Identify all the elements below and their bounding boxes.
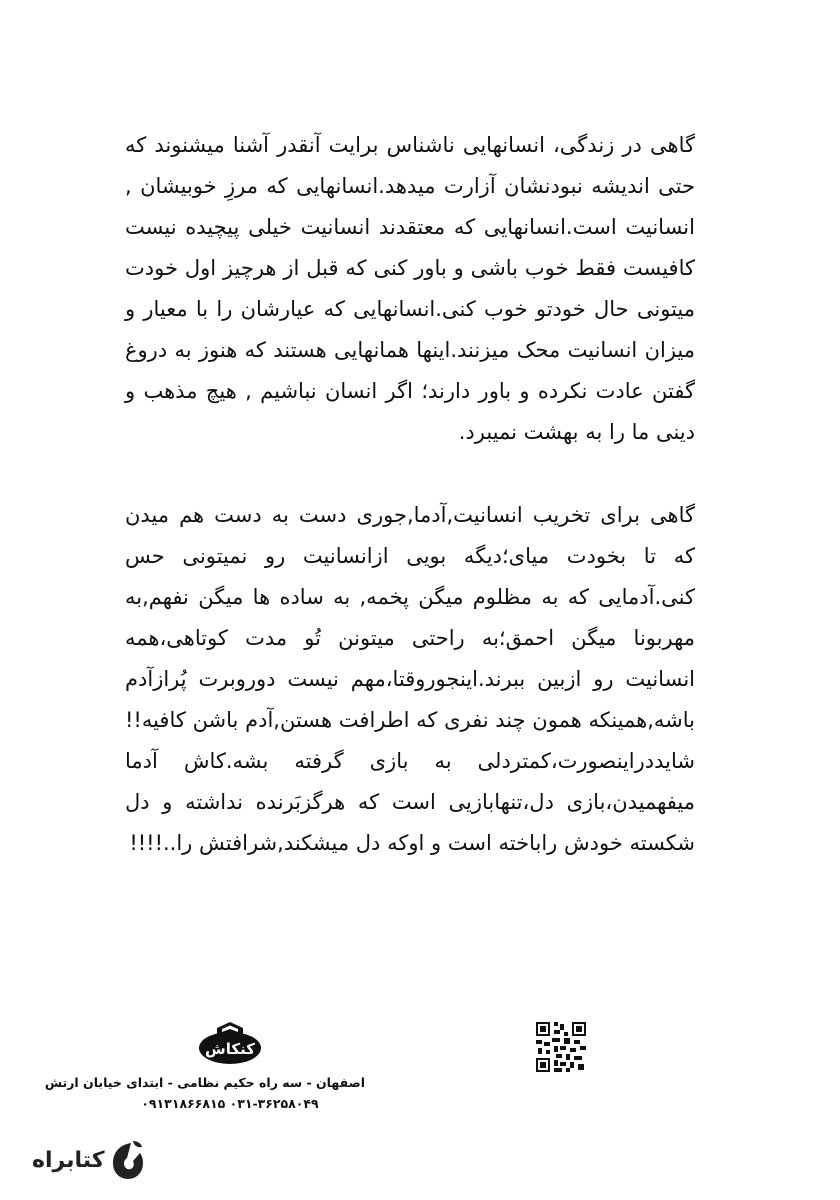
publisher-address: اصفهان - سه راه حکیم نظامی - ابتدای خیابان ارتش: [44, 1075, 365, 1090]
watermark-text: کتابراه: [32, 1147, 105, 1173]
qr-code: [536, 1022, 586, 1072]
publisher-logo: [195, 1018, 265, 1066]
publisher-logo-text: کنکاش: [205, 1040, 255, 1058]
publisher-phones: ۰۹۱۳۱۸۶۶۸۱۵ ۰۳۱-۳۶۲۵۸۰۴۹: [141, 1096, 319, 1111]
ketabrah-logo-icon: [111, 1139, 145, 1181]
paragraph-1: گاهی در زندگی، انسانهایی ناشناس برایت آنقدر آشنا میشنوند که حتی اندیشه نبودنشان آزارت میدهد.انسانهایی که مرزِ خوبیشان , انسانیت است.انسانهایی که معتقدند انسانیت خیلی پیچیده نیست کافیست فقط خوب باشی و باور کنی که قبل از هرچیز اول خودت میتونی حال خودتو خوب کنی.انسانهایی که عیارشان را با معیار و میزان انسانیت محک میزنند.اینها همانهایی هستند که هنوز به دروغ گفتن عادت نکرده و باور دارند؛ اگر انسان نباشیم , هیچ مذهب و دینی ما را به بهشت نمیبرد.: [125, 133, 695, 444]
ketabrah-watermark: [32, 1138, 145, 1182]
paragraph-2: گاهی برای تخریب انسانیت,آدما,جوری دست به دست هم میدن که تا بخودت میای؛دیگه بویی ازانسانیت رو نمیتونی حس کنی.آدمایی که به مظلوم میگن پخمه, به ساده ها میگن نفهم,به مهربونا میگن احمق؛به راحتی میتونن تُو مدت کوتاهی،همه انسانیت رو ازبین ببرند.اینجوروقتا،مهم نیست دوروبرت پُرازآدم باشه,همینکه همون چند نفری که اطرافت هستن,آدم باشن کافیه!!شایددراینصورت،کمتردلی به بازی گرفته بشه.کاش آدما میفهمیدن،بازی دل،تنهابازیی است که هرگزبَرنده نداشته و دل شکسته خودش راباخته است و اوکه دل میشکند,شرافتش را..!!!!: [125, 503, 695, 855]
page-body: [125, 125, 695, 906]
publisher-block: [44, 1018, 365, 1114]
